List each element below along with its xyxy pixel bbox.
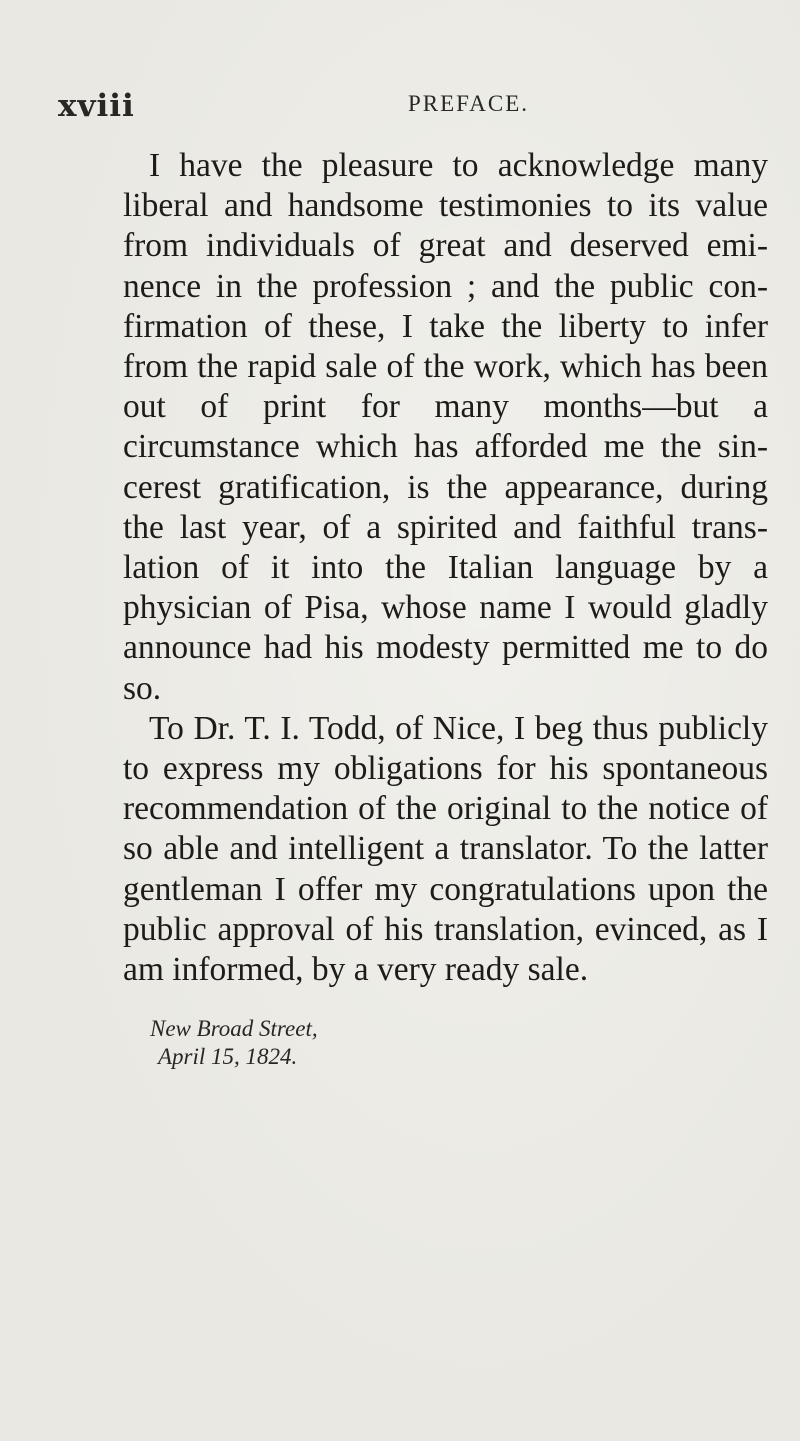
signoff-place: New Broad Street, [150, 1016, 318, 1041]
signoff [150, 1015, 318, 1071]
paragraph-2: To Dr. T. I. Todd, of Nice, I beg thus publicly to express my obligations for his spontaneous recommendation of the original to the notice of so able and intelligent a translator. To the latter gentleman I offer my congratulations upon the public approval of his translation, evinced, as I am informed, by a very ready sale. [123, 709, 768, 989]
preface-body [123, 146, 768, 990]
page-number: xviii [58, 88, 135, 124]
signoff-date: April 15, 1824. [158, 1044, 298, 1069]
paragraph-1: I have the pleasure to acknowledge many liberal and handsome testimonies to its value from individuals of great and deserved emi- nence in the profession ; and the public con- firmation of these, I take the liberty to infer from the rapid sale of the work, which has been out of print for many months—but a circumstance which has afforded me the sin- cerest gratification, is the appearance, during the last year, of a spirited and faithful trans- lation of it into the Italian language by a physician of Pisa, whose name I would gladly announce had his modesty permitted me to do so. [123, 147, 768, 707]
running-head: PREFACE. [408, 91, 530, 116]
page-header [58, 88, 758, 128]
